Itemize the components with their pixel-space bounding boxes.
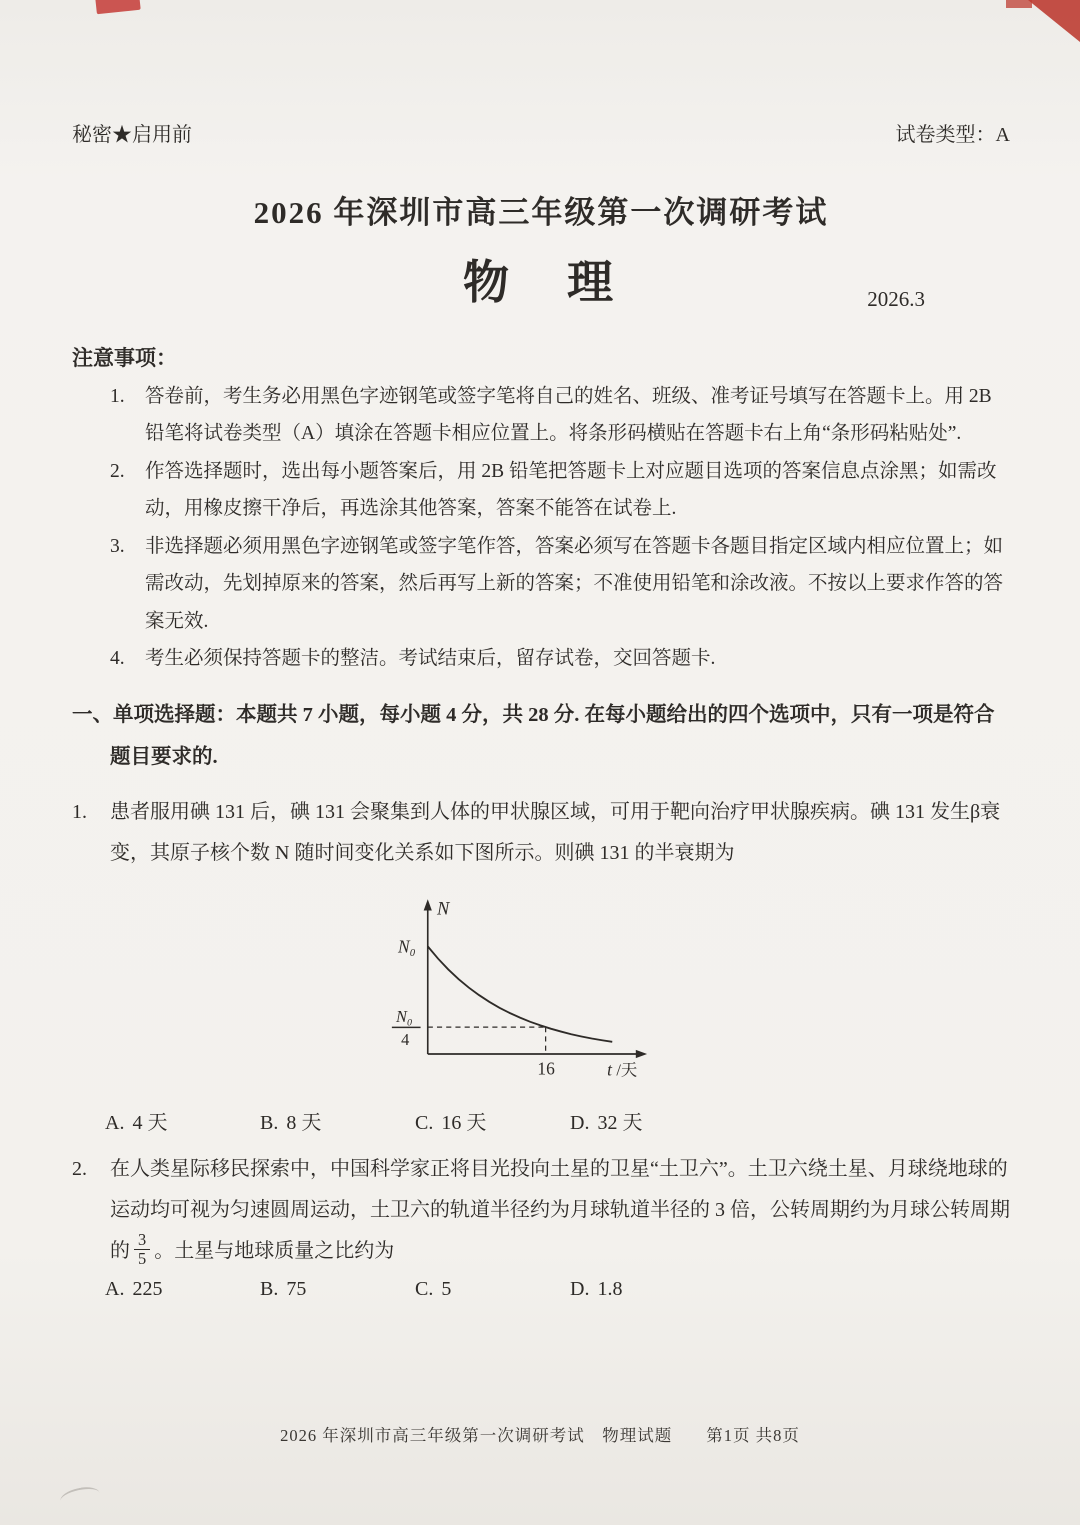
notice-item: [110, 378, 1010, 453]
notice-item-number: 3.: [110, 535, 125, 557]
n0-label: N₀: [398, 936, 416, 957]
subject-title: 物 理: [463, 257, 619, 308]
n0-quarter-numerator: N₀: [395, 1006, 413, 1026]
decay-graph: [370, 890, 670, 1100]
red-scan-artifact-top-right: [1028, 0, 1080, 42]
notice-item-text: 考生必须保持答题卡的整洁。考试结束后，留存试卷，交回答题卡.: [145, 648, 716, 670]
notice-item: [110, 453, 1010, 528]
exam-date: 2026.3: [867, 287, 925, 311]
option-label: C.: [415, 1277, 434, 1300]
x-axis-variable: t: [607, 1059, 612, 1080]
notice-list: [110, 378, 1010, 678]
option-text: 8 天: [286, 1111, 322, 1134]
option-text: 75: [286, 1277, 307, 1300]
option-d: [570, 1278, 725, 1301]
question-text: 患者服用碘 131 后，碘 131 会聚集到人体的甲状腺区域，可用于靶向治疗甲状腺疾病。碘 131 发生β衰变，其原子核个数 N 随时间变化关系如下图所示。则碘 131 的半衰期为: [110, 800, 1001, 864]
option-label: D.: [570, 1277, 590, 1300]
security-label: 秘密★启用前: [72, 124, 192, 146]
notice-item-text: 非选择题必须用黑色字迹钢笔或签字笔作答，答案必须写在答题卡各题目指定区域内相应位置上；如需改动，先划掉原来的答案，然后再写上新的答案；不准使用铅笔和涂改液。不按以上要求作答的答案无效.: [145, 535, 1004, 632]
notice-item-text: 答卷前，考生务必用黑色字迹钢笔或签字笔将自己的姓名、班级、准考证号填写在答题卡上。用 2B 铅笔将试卷类型（A）填涂在答题卡相应位置上。将条形码横贴在答题卡右上角“条形码粘贴处”.: [145, 386, 992, 445]
pencil-scribble-artifact: [59, 1484, 102, 1510]
n0-quarter-denominator: 4: [401, 1029, 410, 1049]
question-text-before-fraction: 在人类星际移民探索中，中国科学家正将目光投向土星的卫星“土卫六”。土卫六绕土星、月球绕地球的运动均可视为匀速圆周运动，土卫六的轨道半径约为月球轨道半径的 3 倍，公转周期约为月球公转周期的: [110, 1157, 1010, 1262]
option-b: [260, 1278, 415, 1301]
option-a: [105, 1106, 260, 1135]
section-heading: 一、单项选择题：本题共 7 小题，每小题 4 分，共 28 分. 在每小题给出的四个选项中，只有一项是符合题目要求的.: [72, 703, 995, 768]
notice-item-text: 作答选择题时，选出每小题答案后，用 2B 铅笔把答题卡上对应题目选项的答案信息点涂黑；如需改动，用橡皮擦干净后，再选涂其他答案，答案不能答在试卷上.: [145, 460, 997, 520]
option-label: B.: [260, 1277, 279, 1300]
option-label: A.: [105, 1277, 125, 1300]
option-label: B.: [260, 1111, 279, 1134]
notice-item: [110, 528, 1010, 640]
question-text: [110, 1149, 1010, 1272]
option-text: 32 天: [597, 1111, 643, 1134]
decay-curve-svg: [370, 890, 670, 1095]
red-scan-artifact-top-right-strip: [1006, 0, 1032, 8]
question-1: [72, 792, 1010, 874]
option-a: [105, 1278, 260, 1301]
option-text: 16 天: [441, 1111, 487, 1134]
question-number: 1.: [72, 800, 87, 823]
subject-row: [72, 246, 1010, 316]
question-2-options: [105, 1278, 1010, 1301]
option-label: C.: [415, 1111, 434, 1134]
option-label: D.: [570, 1111, 590, 1134]
option-b: [260, 1106, 415, 1135]
question-text-after-fraction: 。土星与地球质量之比约为: [154, 1239, 395, 1262]
x-tick-label: 16: [537, 1058, 555, 1079]
option-d: [570, 1106, 725, 1135]
inline-fraction: [134, 1231, 150, 1270]
option-c: [415, 1278, 570, 1301]
x-axis-arrow-icon: [636, 1049, 647, 1057]
page-header: [72, 118, 1010, 147]
notice-item-number: 1.: [110, 386, 125, 407]
paper-type-label: 试卷类型：A: [895, 124, 1010, 146]
y-axis-label: N: [436, 898, 450, 919]
notice-item-number: 4.: [110, 648, 125, 670]
option-c: [415, 1106, 570, 1135]
option-text: 5: [441, 1277, 452, 1300]
footer-page-number: 第1页 共8页: [706, 1426, 800, 1445]
option-text: 1.8: [597, 1277, 623, 1300]
footer-exam-title: 2026 年深圳市高三年级第一次调研考试 物理试题: [280, 1426, 673, 1445]
option-label: A.: [105, 1111, 125, 1134]
option-text: 4 天: [132, 1111, 168, 1134]
notice-item-number: 2.: [110, 460, 125, 482]
question-number: 2.: [72, 1157, 87, 1180]
page-footer: [0, 1422, 1080, 1446]
y-axis-arrow-icon: [424, 899, 432, 910]
question-2: [72, 1149, 1010, 1272]
question-1-options: [105, 1106, 1010, 1135]
fraction-denominator: 5: [138, 1249, 147, 1269]
notice-item: [110, 640, 1010, 677]
exam-title: 2026 年深圳市高三年级第一次调研考试: [253, 195, 829, 230]
notice-heading: 注意事项：: [72, 346, 177, 370]
option-text: 225: [132, 1277, 163, 1300]
x-axis-unit: /天: [616, 1060, 638, 1080]
fraction-numerator: 3: [134, 1231, 150, 1251]
